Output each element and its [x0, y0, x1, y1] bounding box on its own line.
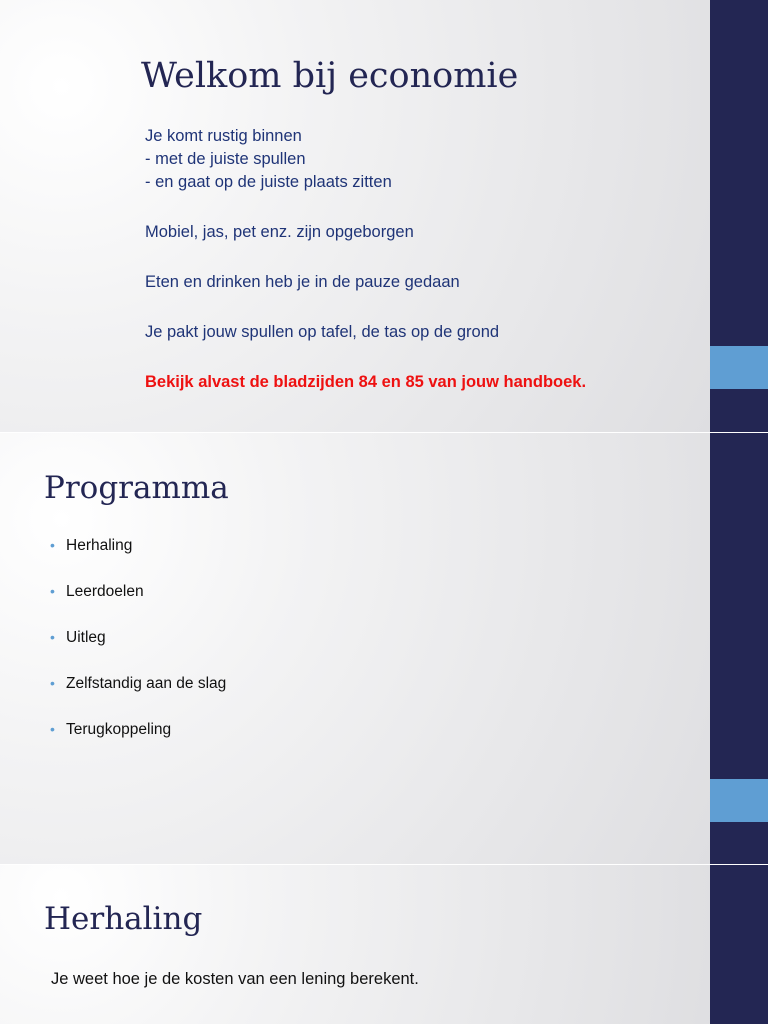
bullet-icon: •	[50, 583, 55, 599]
list-item-label: Terugkoppeling	[66, 721, 172, 738]
slide-side-bar	[710, 865, 768, 1024]
list-item-label: Herhaling	[66, 537, 133, 554]
body-line: Mobiel, jas, pet enz. zijn opgeborgen	[145, 223, 414, 241]
slide-title: Herhaling	[44, 901, 203, 937]
list-item-label: Leerdoelen	[66, 583, 144, 600]
list-item	[50, 583, 226, 629]
slide-title: Welkom bij economie	[141, 56, 519, 96]
body-line: Je komt rustig binnen	[145, 127, 302, 145]
slide-programma	[0, 433, 768, 864]
bullet-icon: •	[50, 675, 55, 691]
slide-welkom	[0, 0, 768, 432]
bullet-icon: •	[50, 629, 55, 645]
body-line: Je pakt jouw spullen op tafel, de tas op de grond	[145, 323, 500, 341]
list-item	[50, 629, 226, 675]
bullet-icon: •	[50, 721, 55, 737]
slide-accent-block	[710, 346, 768, 389]
slide-accent-block	[710, 779, 768, 822]
body-line: Eten en drinken heb je in de pauze gedaan	[145, 273, 460, 291]
list-item	[50, 675, 226, 721]
slide-body	[145, 125, 705, 394]
list-item	[50, 537, 226, 583]
slide-body-text: Je weet hoe je de kosten van een lening berekent.	[51, 970, 419, 988]
list-item-label: Uitleg	[66, 629, 106, 646]
list-item-label: Zelfstandig aan de slag	[66, 675, 227, 692]
list-item	[50, 721, 226, 767]
slide-herhaling	[0, 865, 768, 1024]
bullet-icon: •	[50, 537, 55, 553]
highlight-line: Bekijk alvast de bladzijden 84 en 85 van jouw handboek.	[145, 373, 587, 391]
bullet-list	[50, 537, 226, 767]
slide-title: Programma	[44, 470, 229, 506]
body-line: - met de juiste spullen	[145, 150, 306, 168]
body-line: - en gaat op de juiste plaats zitten	[145, 173, 392, 191]
